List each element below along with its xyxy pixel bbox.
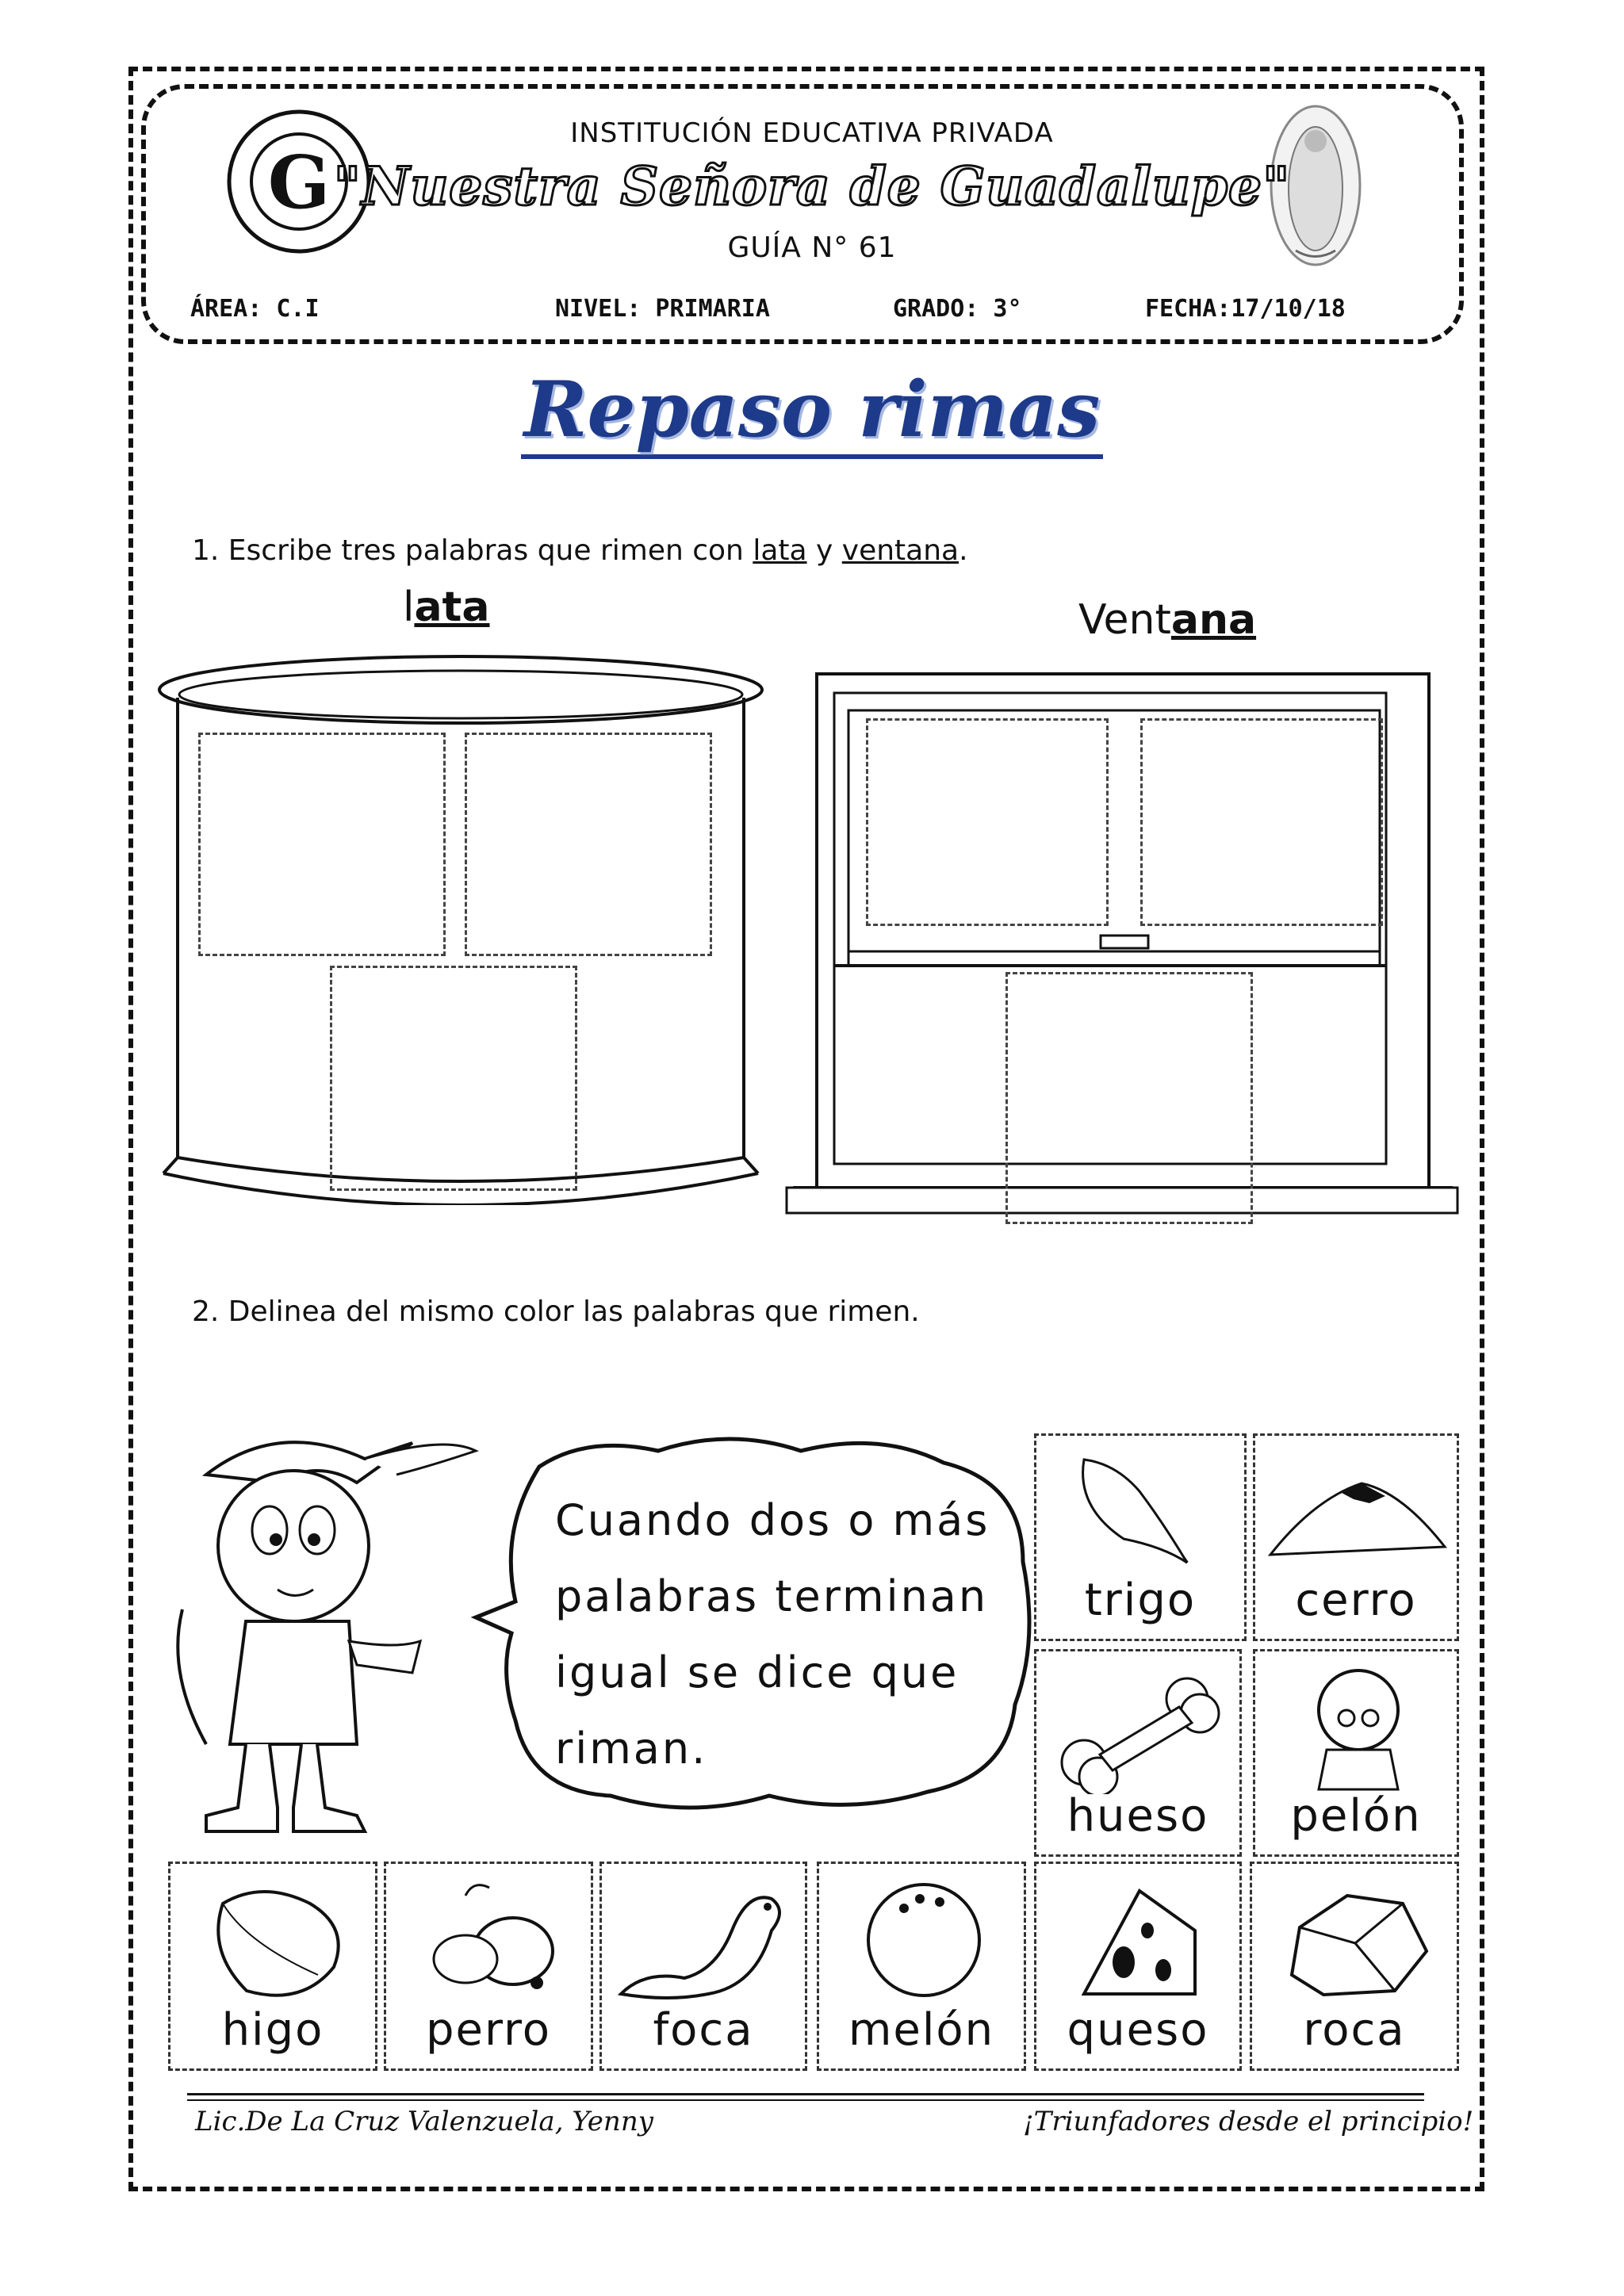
card-word: trigo	[1084, 1575, 1197, 1626]
bone-icon	[1052, 1667, 1227, 1794]
bald-baby-icon	[1295, 1663, 1422, 1797]
ventana-answer-box-2[interactable]	[1140, 718, 1383, 926]
card-word: queso	[1067, 2004, 1209, 2056]
word-card-higo[interactable]	[168, 1862, 377, 2071]
lata-label: lata	[403, 584, 490, 631]
date-label: FECHA:17/10/18	[1145, 295, 1346, 323]
melon-icon	[860, 1877, 987, 2003]
footer-divider	[187, 2093, 1424, 2095]
bubble-line: Cuando dos o más	[555, 1495, 990, 1545]
school-name: "Nuestra Señora de Guadalupe"	[333, 155, 1291, 217]
card-word: perro	[425, 2004, 552, 2056]
guide-number: GUÍA N° 61	[727, 232, 897, 264]
logo-letter: G	[267, 140, 331, 225]
footer-author: Lic.De La Cruz Valenzuela, Yenny	[195, 2106, 653, 2137]
card-word: foca	[653, 2004, 754, 2056]
grade-label: GRADO: 3°	[893, 295, 1022, 323]
institution-label: INSTITUCIÓN EDUCATIVA PRIVADA	[570, 117, 1054, 149]
card-word: pelón	[1290, 1790, 1422, 1842]
card-word: hueso	[1067, 1790, 1209, 1842]
dog-icon	[418, 1872, 569, 2015]
lata-answer-box-1[interactable]	[198, 733, 446, 956]
word-card-melon[interactable]	[817, 1862, 1026, 2071]
area-label: ÁREA: C.I	[190, 295, 320, 323]
footer-motto: ¡Triunfadores desde el principio!	[1023, 2106, 1474, 2137]
word-card-pelon[interactable]	[1253, 1649, 1459, 1857]
rhyme-definition-text	[555, 1483, 1015, 1787]
card-word: melón	[848, 2004, 995, 2056]
rock-icon	[1276, 1880, 1434, 2007]
word-card-trigo[interactable]	[1034, 1433, 1247, 1641]
lata-answer-box-2[interactable]	[465, 733, 712, 956]
boy-character-illustration	[159, 1411, 508, 1855]
bubble-line: igual se dice que	[555, 1647, 959, 1697]
level-label: NIVEL: PRIMARIA	[555, 295, 770, 323]
mountain-icon	[1266, 1468, 1449, 1563]
ventana-label: Ventana	[1078, 596, 1257, 644]
ventana-answer-box-1[interactable]	[866, 718, 1109, 926]
page-title: Repaso rimas	[0, 365, 1624, 454]
lata-answer-box-3[interactable]	[330, 966, 577, 1191]
word-card-hueso[interactable]	[1034, 1649, 1242, 1857]
ventana-answer-box-3[interactable]	[1005, 972, 1253, 1224]
word-card-foca[interactable]	[599, 1862, 807, 2071]
fig-icon	[199, 1880, 358, 2007]
word-card-roca[interactable]	[1250, 1862, 1459, 2071]
footer-divider	[187, 2099, 1424, 2101]
seal-icon	[613, 1875, 800, 2010]
bubble-line: riman.	[555, 1724, 708, 1774]
cheese-icon	[1068, 1875, 1211, 2010]
word-card-cerro[interactable]	[1253, 1433, 1459, 1641]
bubble-line: palabras terminan	[555, 1571, 989, 1621]
card-word: cerro	[1295, 1575, 1417, 1626]
word-card-queso[interactable]	[1034, 1862, 1242, 2071]
wheat-icon	[1068, 1452, 1211, 1571]
word-card-perro[interactable]	[384, 1862, 593, 2071]
card-word: roca	[1303, 2004, 1406, 2056]
exercise-2-instruction: 2. Delinea del mismo color las palabras que rimen.	[192, 1295, 920, 1328]
card-word: higo	[221, 2004, 324, 2056]
exercise-1-instruction: 1. Escribe tres palabras que rimen con lata y ventana.	[192, 534, 968, 567]
